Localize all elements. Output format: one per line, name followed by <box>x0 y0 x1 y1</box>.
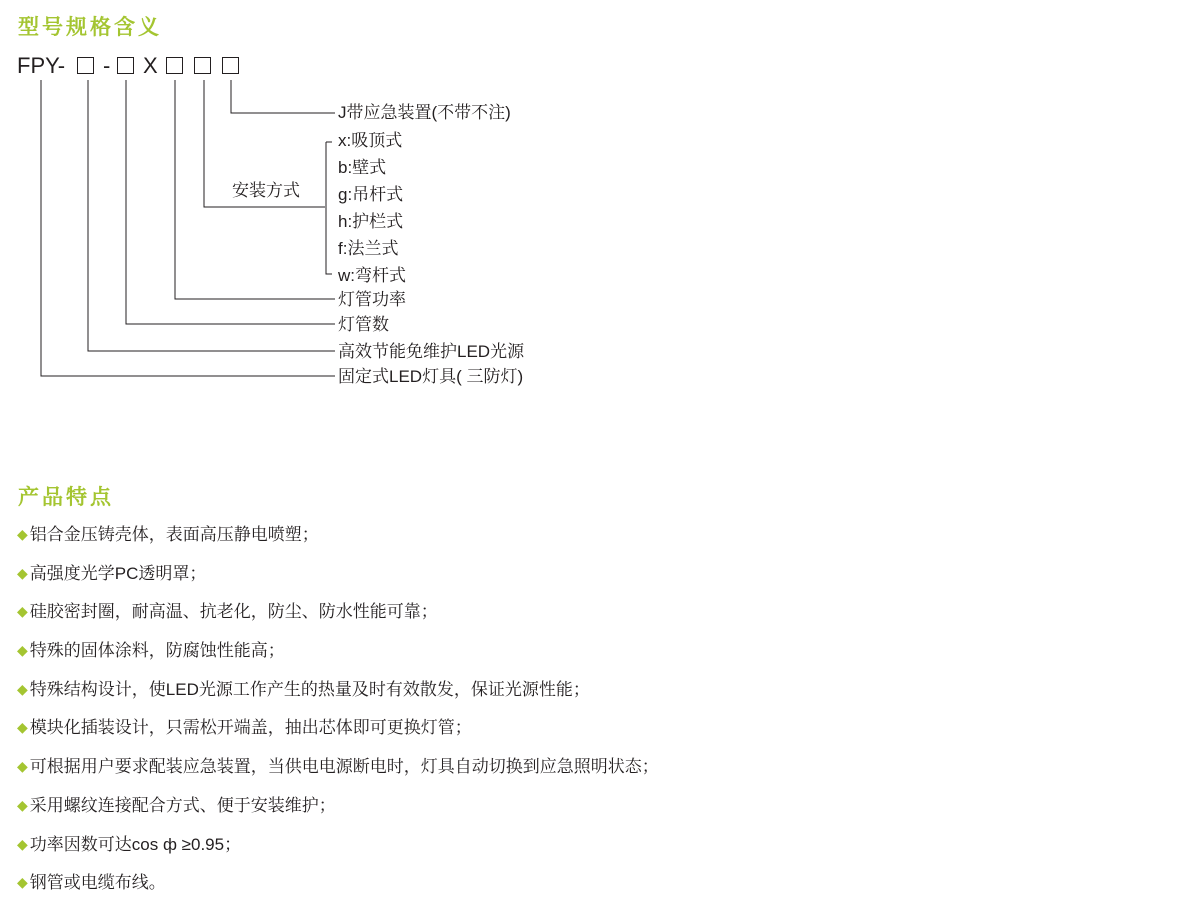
list-item <box>17 639 659 678</box>
install-option: h:护栏式 <box>338 212 404 231</box>
feature-text: 特殊结构设计，使LED光源工作产生的热量及时有效散发，保证光源性能； <box>29 679 590 699</box>
diamond-bullet-icon: ◆ <box>17 874 28 891</box>
list-item <box>17 716 659 755</box>
model-separator: - <box>103 53 111 78</box>
label-lamp-count: 灯管数 <box>338 315 389 334</box>
install-bracket <box>326 142 332 274</box>
install-option: w:弯杆式 <box>338 266 406 285</box>
leader-lines <box>0 0 1200 400</box>
list-item <box>17 678 659 717</box>
feature-text: 功率因数可达cos ф ≥0.95； <box>29 834 242 854</box>
leader-line-emergency <box>231 80 335 113</box>
diamond-bullet-icon: ◆ <box>17 758 28 775</box>
feature-text: 采用螺纹连接配合方式、便于安装维护； <box>29 795 336 815</box>
list-item <box>17 833 659 872</box>
label-fixture-type: 固定式LED灯具( 三防灯) <box>338 367 524 386</box>
diamond-bullet-icon: ◆ <box>17 796 28 813</box>
list-item <box>17 871 659 910</box>
feature-text: 硅胶密封圈，耐高温、抗老化，防尘、防水性能可靠； <box>29 602 438 622</box>
feature-list <box>17 523 659 910</box>
feature-text: 钢管或电缆布线。 <box>29 873 166 893</box>
feature-text: 可根据用户要求配装应急装置，当供电电源断电时，灯具自动切换到应急照明状态； <box>29 757 659 777</box>
diamond-bullet-icon: ◆ <box>17 526 28 542</box>
install-option: g:吊杆式 <box>338 185 404 204</box>
label-lamp-power: 灯管功率 <box>338 290 406 309</box>
install-option: f:法兰式 <box>338 239 399 258</box>
model-spec-heading: 型号规格含义 <box>18 16 162 39</box>
model-prefix: FPY- <box>17 53 66 78</box>
diamond-bullet-icon: ◆ <box>17 835 28 852</box>
leader-line-fixture <box>41 80 335 376</box>
feature-text: 铝合金压铸壳体，表面高压静电喷塑； <box>29 525 319 544</box>
leader-line-light-source <box>88 80 335 351</box>
feature-text: 高强度光学PC透明罩； <box>29 563 207 583</box>
label-emergency: J带应急装置(不带不注) <box>338 103 511 122</box>
features-heading: 产品特点 <box>18 486 114 509</box>
list-item <box>17 523 659 562</box>
install-option: x:吸顶式 <box>338 131 403 150</box>
label-install-group: 安装方式 <box>232 181 300 200</box>
model-letter: X <box>143 53 158 78</box>
diamond-bullet-icon: ◆ <box>17 642 28 659</box>
feature-text: 特殊的固体涂料，防腐蚀性能高； <box>29 641 285 661</box>
list-item <box>17 562 659 601</box>
diamond-bullet-icon: ◆ <box>17 603 28 620</box>
install-option: b:壁式 <box>338 158 387 177</box>
list-item <box>17 600 659 639</box>
diamond-bullet-icon: ◆ <box>17 719 28 736</box>
list-item <box>17 794 659 833</box>
list-item <box>17 755 659 794</box>
label-light-source: 高效节能免维护LED光源 <box>338 342 525 361</box>
leader-line-lamp-count <box>126 80 335 324</box>
feature-text: 模块化插装设计，只需松开端盖，抽出芯体即可更换灯管； <box>29 718 472 738</box>
diamond-bullet-icon: ◆ <box>17 564 28 581</box>
diamond-bullet-icon: ◆ <box>17 680 28 697</box>
